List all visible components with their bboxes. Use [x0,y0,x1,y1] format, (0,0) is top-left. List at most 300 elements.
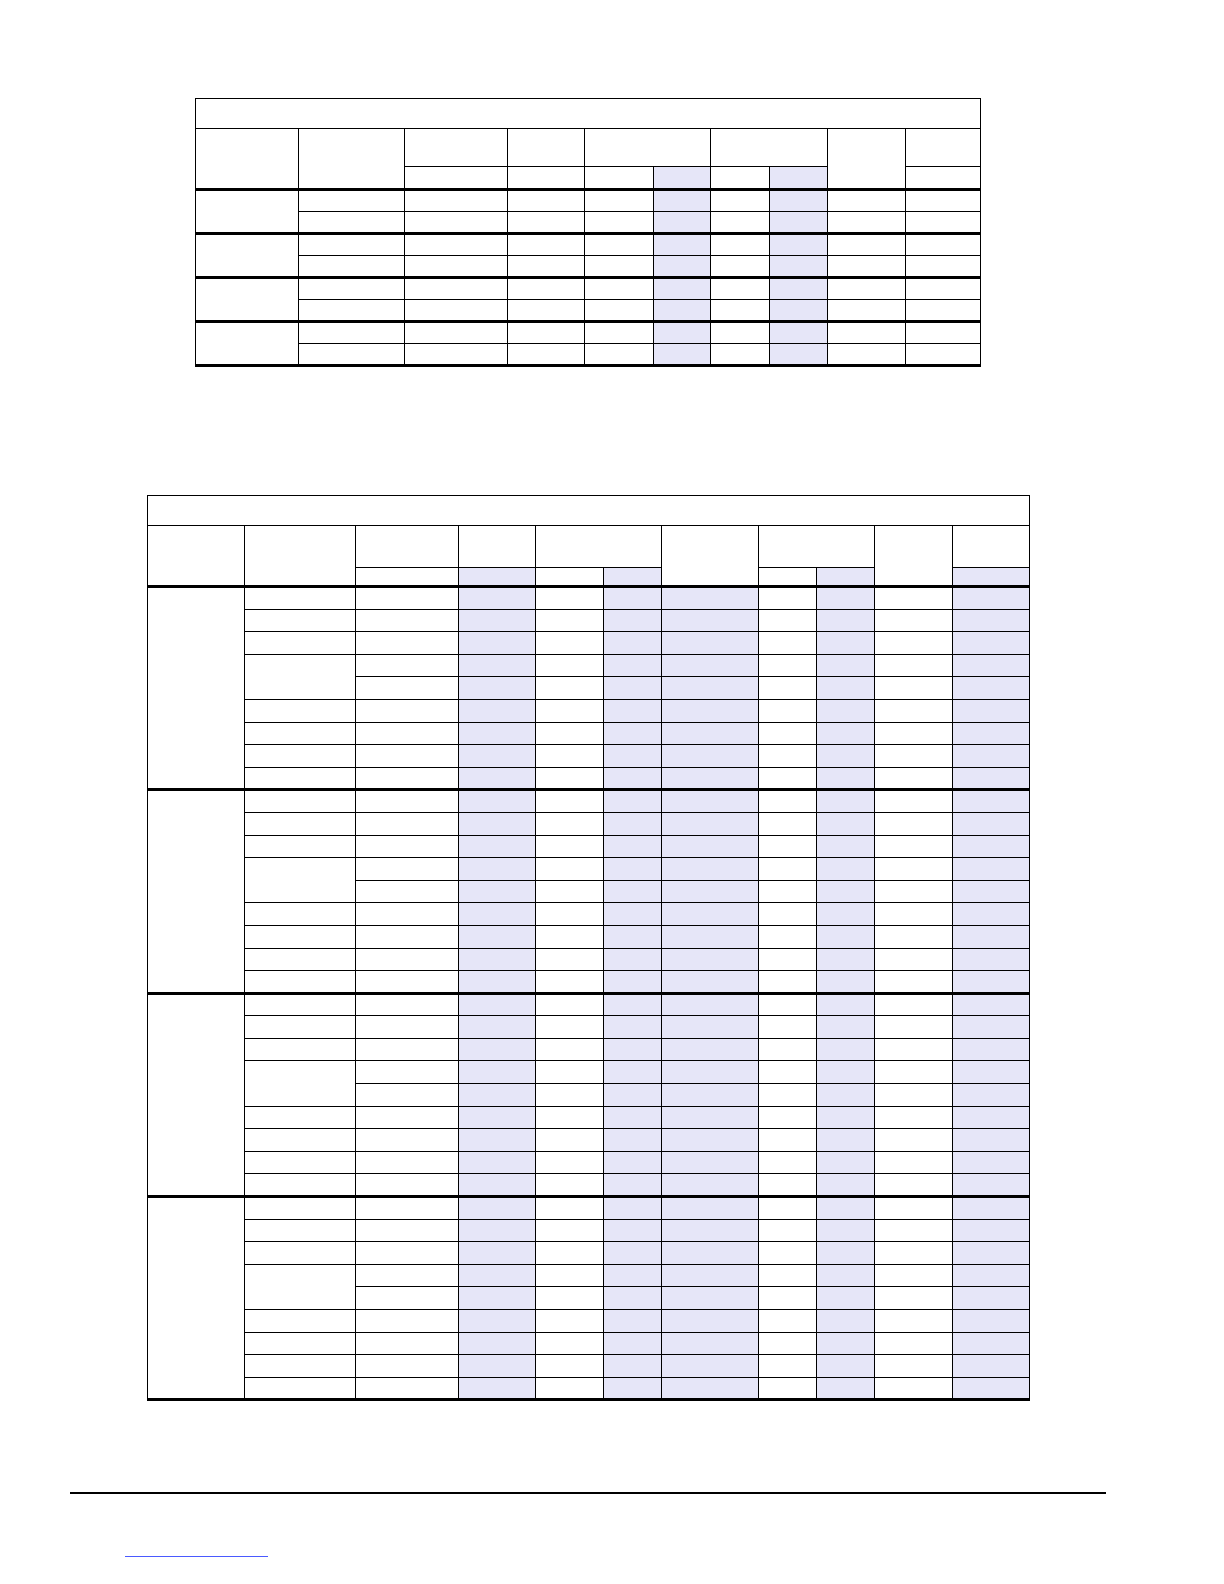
table-row [196,300,981,322]
table-cell [459,609,536,632]
table-cell [459,587,536,610]
table-cell [662,948,759,971]
table-cell [875,1355,953,1378]
table-cell [953,1016,1030,1039]
table-cell [356,1332,459,1355]
table-cell [875,1310,953,1333]
table-cell [536,835,604,858]
table-cell [662,858,759,881]
table-cell [953,1106,1030,1129]
subheader-cell [654,167,711,190]
table-cell [356,587,459,610]
table-cell [875,1377,953,1400]
table-row [148,948,1030,971]
table-cell [817,1084,875,1107]
table-row [148,903,1030,926]
table-cell [459,1038,536,1061]
table-cell [817,1377,875,1400]
table-cell [585,190,654,212]
table-cell [759,632,817,655]
table-cell [585,212,654,234]
table-cell [906,278,981,300]
table-cell [953,722,1030,745]
table-cell [459,1377,536,1400]
table-cell [508,278,585,300]
subheader-cell [356,568,459,587]
table-cell [662,903,759,926]
table-cell [536,1197,604,1220]
header-cell [828,129,906,190]
table-cell [356,722,459,745]
table-cell [770,212,828,234]
table-cell [604,699,662,722]
table-cell [817,835,875,858]
table-cell [604,858,662,881]
subheader-cell [953,568,1030,587]
subheader-cell [508,167,585,190]
table-cell [875,677,953,700]
table-cell [604,1332,662,1355]
table-cell [459,1242,536,1265]
table-cell [459,858,536,881]
table-row [196,256,981,278]
table-cell [953,609,1030,632]
table-cell [875,971,953,994]
table-cell [770,344,828,366]
table-cell [875,903,953,926]
table-row [148,1174,1030,1197]
table-cell [536,1219,604,1242]
table-cell [356,1264,459,1287]
table-cell [459,1355,536,1378]
table-cell [459,677,536,700]
table-cell [604,654,662,677]
table-cell [356,1106,459,1129]
row-label-cell [245,1038,356,1061]
table-cell [654,322,711,344]
table-cell [875,1219,953,1242]
table-cell [759,925,817,948]
table-cell [459,1129,536,1152]
table-cell [906,256,981,278]
table-cell [770,234,828,256]
table-cell [759,699,817,722]
table-cell [817,1038,875,1061]
table-cell [356,1355,459,1378]
row-label-cell [245,1016,356,1039]
table-cell [875,812,953,835]
table-cell [875,880,953,903]
table-row [148,925,1030,948]
table-cell [953,948,1030,971]
table-cell [817,1219,875,1242]
table-cell [356,677,459,700]
row-label-cell [245,993,356,1016]
table-cell [662,1310,759,1333]
table-cell [356,948,459,971]
row-label-cell [245,1219,356,1242]
table-row [196,322,981,344]
table-cell [953,1151,1030,1174]
table-cell [953,1287,1030,1310]
table-cell [817,745,875,768]
table-cell [817,903,875,926]
table-cell [953,971,1030,994]
table-cell [759,1332,817,1355]
table-cell [654,212,711,234]
table-cell [662,609,759,632]
table-cell [662,1287,759,1310]
table-cell [953,858,1030,881]
table-cell [759,1106,817,1129]
header-cell [508,129,585,167]
table-cell [536,1016,604,1039]
table-row [196,212,981,234]
table-cell [875,654,953,677]
header-cell [356,526,459,568]
table-cell [817,971,875,994]
table-cell [356,1038,459,1061]
row-label-cell [245,1197,356,1220]
table-cell [459,1332,536,1355]
detail-table-title [148,496,1030,526]
table-cell [817,1016,875,1039]
table-cell [817,609,875,632]
table-cell [604,1219,662,1242]
table-row [148,1264,1030,1287]
table-cell [604,1310,662,1333]
subheader-cell [405,167,508,190]
table-cell [459,903,536,926]
table-cell [828,190,906,212]
table-cell [759,1174,817,1197]
table-cell [759,1287,817,1310]
table-cell [953,1310,1030,1333]
table-cell [356,632,459,655]
table-cell [711,344,770,366]
table-cell [604,677,662,700]
subheader-cell [585,167,654,190]
table-cell [356,903,459,926]
table-cell [662,1242,759,1265]
table-cell [817,699,875,722]
table-cell [536,1174,604,1197]
row-label-cell [245,1310,356,1333]
table-cell [536,812,604,835]
header-cell [662,526,759,587]
row-label-cell [245,587,356,610]
table-cell [536,880,604,903]
table-cell [459,790,536,813]
row-label-cell [245,1151,356,1174]
table-cell [759,722,817,745]
table-cell [662,654,759,677]
table-cell [356,835,459,858]
table-cell [906,300,981,322]
table-cell [356,812,459,835]
subheader-cell [906,167,981,190]
table-cell [536,790,604,813]
table-cell [662,1197,759,1220]
table-cell [459,1106,536,1129]
subheader-cell [459,568,536,587]
header-cell [405,129,508,167]
table-cell [875,1242,953,1265]
table-row [148,1377,1030,1400]
table-cell [817,1197,875,1220]
table-cell [536,993,604,1016]
table-cell [770,190,828,212]
table-cell [953,1129,1030,1152]
table-cell [585,234,654,256]
table-cell [662,745,759,768]
table-cell [759,812,817,835]
table-cell [817,858,875,881]
table-cell [759,971,817,994]
group-cell [148,587,245,790]
table-cell [953,1264,1030,1287]
table-row [148,1106,1030,1129]
header-cell [196,129,299,190]
table-row [148,609,1030,632]
header-cell [148,526,245,587]
table-row [148,1197,1030,1220]
table-cell [356,1197,459,1220]
table-cell [953,1355,1030,1378]
table-cell [459,1151,536,1174]
table-cell [711,212,770,234]
table-row [148,835,1030,858]
table-cell [299,256,405,278]
table-cell [536,1377,604,1400]
table-cell [662,722,759,745]
table-cell [459,1061,536,1084]
row-label-cell [245,790,356,813]
table-cell [604,632,662,655]
table-cell [875,1264,953,1287]
table-cell [953,1084,1030,1107]
table-cell [356,880,459,903]
table-row [148,1129,1030,1152]
table-cell [711,256,770,278]
table-cell [405,300,508,322]
table-cell [604,1061,662,1084]
table-cell [299,322,405,344]
table-cell [817,654,875,677]
row-label-cell [245,812,356,835]
table-cell [585,300,654,322]
table-cell [604,1038,662,1061]
table-cell [604,1287,662,1310]
table-cell [817,1129,875,1152]
table-cell [828,278,906,300]
table-row [148,767,1030,790]
header-cell [459,526,536,568]
table-cell [759,948,817,971]
group-cell [196,234,299,278]
table-cell [759,587,817,610]
table-row [196,190,981,212]
table-cell [536,1151,604,1174]
table-cell [817,1174,875,1197]
row-label-cell [245,632,356,655]
table-cell [662,1016,759,1039]
table-row [196,278,981,300]
table-cell [459,993,536,1016]
table-cell [662,677,759,700]
table-cell [459,1197,536,1220]
table-cell [459,812,536,835]
table-cell [356,745,459,768]
table-cell [585,256,654,278]
table-cell [875,1016,953,1039]
table-cell [759,790,817,813]
table-cell [585,344,654,366]
table-cell [536,632,604,655]
table-cell [875,1287,953,1310]
table-row [196,344,981,366]
table-cell [662,767,759,790]
table-cell [906,190,981,212]
table-cell [654,300,711,322]
table-row [148,1016,1030,1039]
table-cell [604,1084,662,1107]
header-cell [759,526,875,568]
table-cell [875,948,953,971]
table-cell [817,1061,875,1084]
table-cell [459,1287,536,1310]
table-cell [536,1084,604,1107]
table-cell [817,1332,875,1355]
table-cell [828,344,906,366]
row-label-cell [245,1355,356,1378]
table-cell [875,790,953,813]
table-cell [604,1106,662,1129]
table-cell [654,234,711,256]
table-cell [299,234,405,256]
row-label-cell [245,699,356,722]
table-cell [759,903,817,926]
table-cell [536,767,604,790]
table-cell [875,1151,953,1174]
table-cell [759,1061,817,1084]
table-row [148,971,1030,994]
table-row [148,745,1030,768]
table-cell [953,1197,1030,1220]
table-cell [817,1264,875,1287]
table-cell [356,699,459,722]
table-cell [585,322,654,344]
table-cell [604,767,662,790]
table-cell [875,1197,953,1220]
table-cell [536,925,604,948]
footer-rule [70,1492,1106,1494]
table-row [196,234,981,256]
table-cell [604,1016,662,1039]
table-cell [759,1084,817,1107]
row-label-cell [245,858,356,903]
table-cell [953,654,1030,677]
table-cell [817,993,875,1016]
table-cell [459,654,536,677]
table-cell [536,1242,604,1265]
subheader-cell [759,568,817,587]
row-label-cell [245,948,356,971]
table-cell [536,654,604,677]
header-cell [245,526,356,587]
table-cell [459,880,536,903]
table-cell [356,1219,459,1242]
table-cell [604,1151,662,1174]
row-label-cell [245,1242,356,1265]
table-cell [459,1174,536,1197]
table-cell [356,1061,459,1084]
table-cell [459,835,536,858]
table-cell [536,971,604,994]
table-cell [759,1264,817,1287]
table-cell [356,767,459,790]
table-cell [654,256,711,278]
table-row [148,993,1030,1016]
table-cell [817,880,875,903]
table-row [148,1242,1030,1265]
table-cell [828,300,906,322]
table-cell [953,925,1030,948]
row-label-cell [245,1106,356,1129]
table-cell [459,745,536,768]
header-cell [585,129,711,167]
table-cell [759,677,817,700]
table-cell [759,1016,817,1039]
table-row [148,812,1030,835]
header-cell [906,129,981,167]
table-cell [662,699,759,722]
table-cell [604,812,662,835]
table-cell [356,925,459,948]
table-cell [953,1332,1030,1355]
table-cell [953,587,1030,610]
table-row [148,1310,1030,1333]
table-cell [759,1219,817,1242]
table-cell [828,322,906,344]
table-cell [356,790,459,813]
table-cell [405,344,508,366]
table-cell [875,699,953,722]
table-cell [508,256,585,278]
table-cell [604,903,662,926]
table-cell [459,699,536,722]
row-label-cell [245,925,356,948]
table-cell [604,587,662,610]
table-cell [953,1242,1030,1265]
table-cell [536,1332,604,1355]
table-cell [356,1242,459,1265]
table-cell [875,609,953,632]
table-row [148,1219,1030,1242]
table-cell [662,1038,759,1061]
table-cell [759,1129,817,1152]
table-cell [828,212,906,234]
table-cell [604,1129,662,1152]
table-cell [662,790,759,813]
table-cell [817,1355,875,1378]
table-cell [662,971,759,994]
row-label-cell [245,609,356,632]
row-label-cell [245,1174,356,1197]
table-row [148,699,1030,722]
table-cell [875,745,953,768]
table-cell [662,812,759,835]
